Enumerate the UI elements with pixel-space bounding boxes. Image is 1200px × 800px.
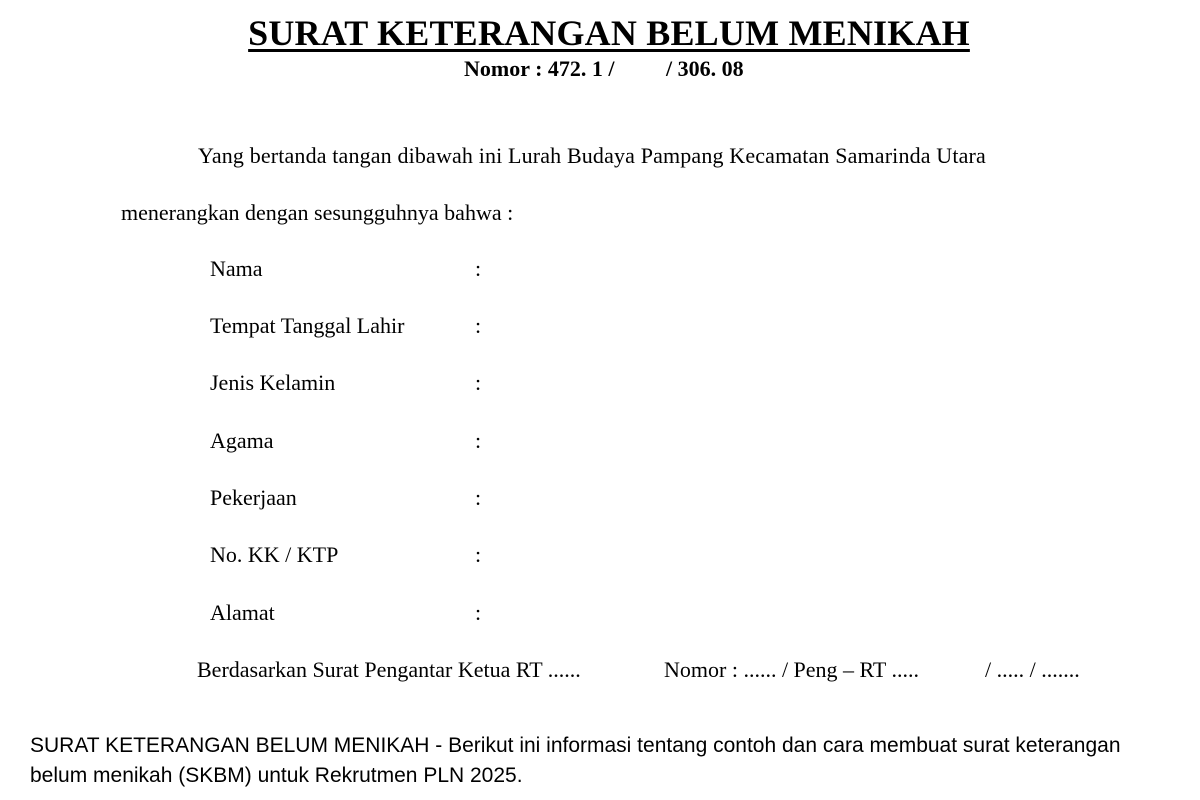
field-label: No. KK / KTP [210,542,339,567]
field-colon: : [475,370,482,395]
reference-number: Nomor : ...... / Peng – RT ..... [664,657,919,682]
image-caption: SURAT KETERANGAN BELUM MENIKAH - Berikut ini informasi tentang contoh dan cara membuat surat keterangan belum menikah (SKBM) untuk Rekrutmen PLN 2025. [30,734,1121,787]
field-colon: : [475,313,482,338]
field-nama [0,256,1200,286]
field-no-kk-ktp [0,542,1200,572]
document-number-prefix: Nomor : 472. 1 / [464,56,615,81]
field-colon: : [475,428,482,453]
field-colon: : [475,256,482,281]
reference-number-tail: / ..... / ....... [985,657,1080,682]
field-alamat [0,600,1200,630]
field-colon: : [475,485,482,510]
field-agama [0,428,1200,458]
field-colon: : [475,600,482,625]
field-label: Alamat [210,600,275,625]
field-label: Jenis Kelamin [210,370,336,395]
field-pekerjaan [0,485,1200,515]
field-label: Nama [210,256,263,281]
field-label: Tempat Tanggal Lahir [210,313,405,338]
field-colon: : [475,542,482,567]
document-number-suffix: / 306. 08 [666,56,744,81]
field-label: Pekerjaan [210,485,297,510]
intro-paragraph-continuation: menerangkan dengan sesungguhnya bahwa : [121,200,514,225]
reference-rt-letter: Berdasarkan Surat Pengantar Ketua RT ...... [197,657,581,682]
field-jenis-kelamin [0,370,1200,400]
field-tempat-tanggal-lahir [0,313,1200,343]
document-title: SURAT KETERANGAN BELUM MENIKAH [248,13,970,53]
field-label: Agama [210,428,274,453]
intro-paragraph: Yang bertanda tangan dibawah ini Lurah Budaya Pampang Kecamatan Samarinda Utara [198,143,986,168]
